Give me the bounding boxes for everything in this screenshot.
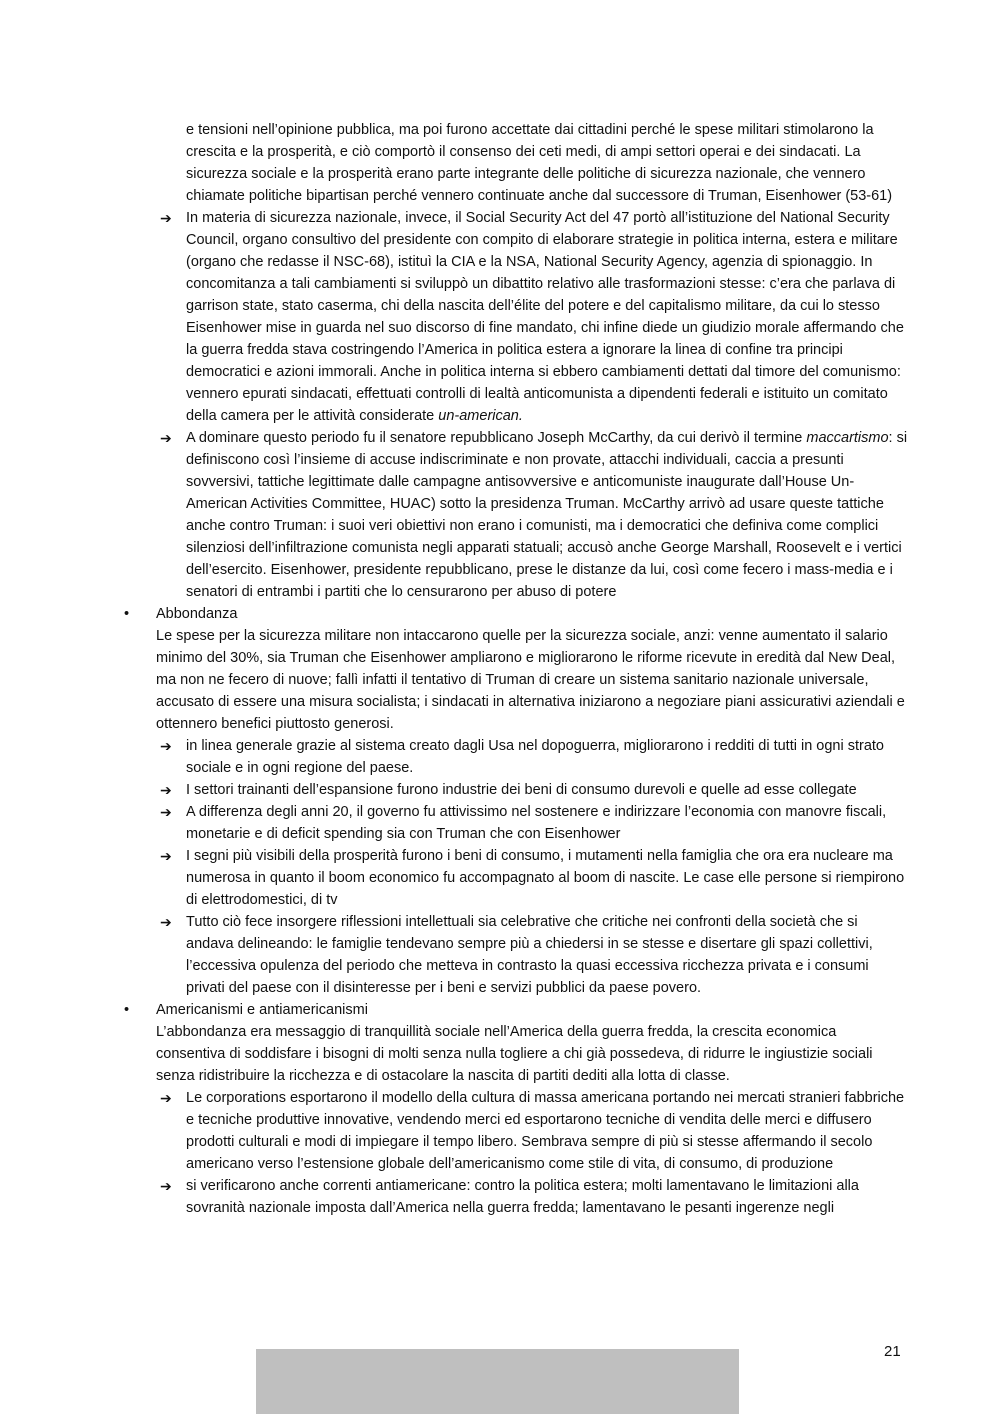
- item-text: I segni più visibili della prosperità furono i beni di consumo, i mutamenti nella famiglia che ora era nucleare ma numerosa in quanto il boom economico fu accompagnato al boom di nascite. Le case elle persone si riempirono di elettrodomestici, di tv: [186, 848, 905, 908]
- arrow-icon: ➔: [160, 1178, 172, 1194]
- item-text: in linea generale grazie al sistema creato dagli Usa nel dopoguerra, migliorarono i redditi di tutti in ogni strato sociale e in ogni regione del paese.: [186, 738, 884, 776]
- section-heading: Abbondanza: [156, 606, 238, 622]
- item-text: A dominare questo periodo fu il senatore repubblicano Joseph McCarthy, da cui derivò il termine: [186, 430, 803, 446]
- arrow-icon: ➔: [160, 430, 172, 446]
- list-item: [0, 1175, 1000, 1219]
- arrow-icon: ➔: [160, 848, 172, 864]
- section-body: Le spese per la sicurezza militare non intaccarono quelle per la sicurezza sociale, anzi: venne aumentato il salario minimo del 30%, sia Truman che Eisenhower ampliarono e migliorarono le riforme ricevute in eredità dal New Deal, ma non ne fecero di nuove; fallì infatti il tentativo di Truman di creare un sistema sanitario nazionale universale, accusato di essere una misura socialista; i sindacati in alternativa iniziarono a negoziare piani assicurativi aziendali e ottennero benefici piuttosto generosi.: [156, 628, 905, 732]
- bullet-icon: •: [124, 606, 130, 622]
- arrow-icon: ➔: [160, 782, 172, 798]
- arrow-icon: ➔: [160, 210, 172, 226]
- section-body: L’abbondanza era messaggio di tranquillità sociale nell’America della guerra fredda, la crescita economica consentiva di soddisfare i bisogni di molti senza nulla togliere a chi già possedeva, di ridurre le ingiustizie sociali senza ridistribuire la ricchezza e di ostacolare la nascita di partiti dediti alla lotta di classe.: [156, 1024, 873, 1084]
- list-item: [0, 427, 1000, 603]
- item-italic: maccartismo: [806, 430, 889, 446]
- list-item: [0, 779, 1000, 801]
- item-text: si verificarono anche correnti antiamericane: contro la politica estera; molti lamentavano le limitazioni alla sovranità nazionale imposta dall’America nella guerra fredda; lamentavano le pesanti ingerenze negli: [186, 1178, 859, 1216]
- list-item: [0, 735, 1000, 779]
- list-item: [0, 845, 1000, 911]
- section-heading-abbondanza: [0, 603, 1000, 625]
- continuation-paragraph: e tensioni nell’opinione pubblica, ma poi furono accettate dai cittadini perché le spese militari stimolarono la crescita e la prosperità, e ciò comportò il consenso dei ceti medi, di ampi settori operai e dei sindacati. La sicurezza sociale e la prosperità erano parte integrante delle politiche di sicurezza nazionale, che vennero chiamate politiche bipartisan perché vennero continuate anche dal successore di Truman, Eisenhower (53-61): [186, 122, 893, 204]
- list-item: [0, 207, 1000, 427]
- footer-bar: [256, 1349, 739, 1414]
- document-body: [0, 119, 1000, 1219]
- item-text: Tutto ciò fece insorgere riflessioni intellettuali sia celebrative che critiche nei confronti della società che si andava delineando: le famiglie tendevano sempre più a chiedersi in se stesse e disertare gli spazi collettivi, l’eccessiva opulenza del periodo che metteva in contrasto la quasi eccessiva ricchezza privata e i consumi privati del paese con il disinteresse per i beni e servizi pubblici da paese povero.: [186, 914, 873, 996]
- section-heading-americanismi: [0, 999, 1000, 1021]
- arrow-icon: ➔: [160, 804, 172, 820]
- list-item: [0, 1087, 1000, 1175]
- page-number: 21: [884, 1343, 901, 1360]
- arrow-icon: ➔: [160, 1090, 172, 1106]
- item-text: I settori trainanti dell’espansione furono industrie dei beni di consumo durevoli e quelle ad esse collegate: [186, 782, 857, 798]
- section-heading: Americanismi e antiamericanismi: [156, 1002, 368, 1018]
- item-text: A differenza degli anni 20, il governo fu attivissimo nel sostenere e indirizzare l’economia con manovre fiscali, monetarie e di deficit spending sia con Truman che con Eisenhower: [186, 804, 887, 842]
- list-item: [0, 801, 1000, 845]
- item-italic: un-american.: [438, 408, 523, 424]
- arrow-icon: ➔: [160, 738, 172, 754]
- list-item: [0, 911, 1000, 999]
- item-text: : si definiscono così l’insieme di accuse indiscriminate e non provate, attacchi individuali, caccia a presunti sovversivi, tattiche legittimate dalle campagne antisovversive e anticomuniste inaugurate dall’House Un-American Activities Committee, HUAC) sotto la presidenza Truman. McCarthy arrivò ad usare queste tattiche anche contro Truman: i suoi veri obiettivi non erano i comunisti, ma i democratici che definiva come complici silenziosi dell’infiltrazione comunista negli apparati statuali; accusò anche George Marshall, Roosevelt e i vertici dell’esercito. Eisenhower, presidente repubblicano, prese le distanze da lui, così come fecero i mass-media e i senatori di entrambi i partiti che lo censurarono per abuso di potere: [186, 430, 908, 600]
- arrow-icon: ➔: [160, 914, 172, 930]
- item-text: In materia di sicurezza nazionale, invece, il Social Security Act del 47 portò all’istituzione del National Security Council, organo consultivo del presidente con compito di elaborare strategie in politica interna, estera e militare (organo che redasse il NSC-68), istituì la CIA e la NSA, National Security Agency, agenzia di spionaggio. In concomitanza a tali cambiamenti si sviluppò un dibattito relativo alle trasformazioni stesse: c’era che parlava di garrison state, stato caserma, chi della nascita dell’élite del potere e del capitalismo militare, da cui lo stesso Eisenhower mise in guarda nel suo discorso di fine mandato, chi infine diede un giudizio morale affermando che la guerra fredda stava costringendo l’America in politica estera a ignorare la linea di confine tra principi democratici e azioni immorali. Anche in politica interna si ebbero cambiamenti dettati dal timore del comunismo: vennero epurati sindacati, effettuati controlli di lealtà anticomunista a dipendenti federali e istituito un comitato della camera per le attività considerate: [186, 210, 904, 424]
- item-text: Le corporations esportarono il modello della cultura di massa americana portando nei mercati stranieri fabbriche e tecniche produttive innovative, vendendo merci ed esportarono tecniche di vendita delle merci e diffusero prodotti culturali e modi di impiegare il tempo libero. Sembrava sempre di più si stesse affermando il secolo americano verso l’estensione globale dell’americanismo come stile di vita, di consumo, di produzione: [186, 1090, 905, 1172]
- bullet-icon: •: [124, 1002, 130, 1018]
